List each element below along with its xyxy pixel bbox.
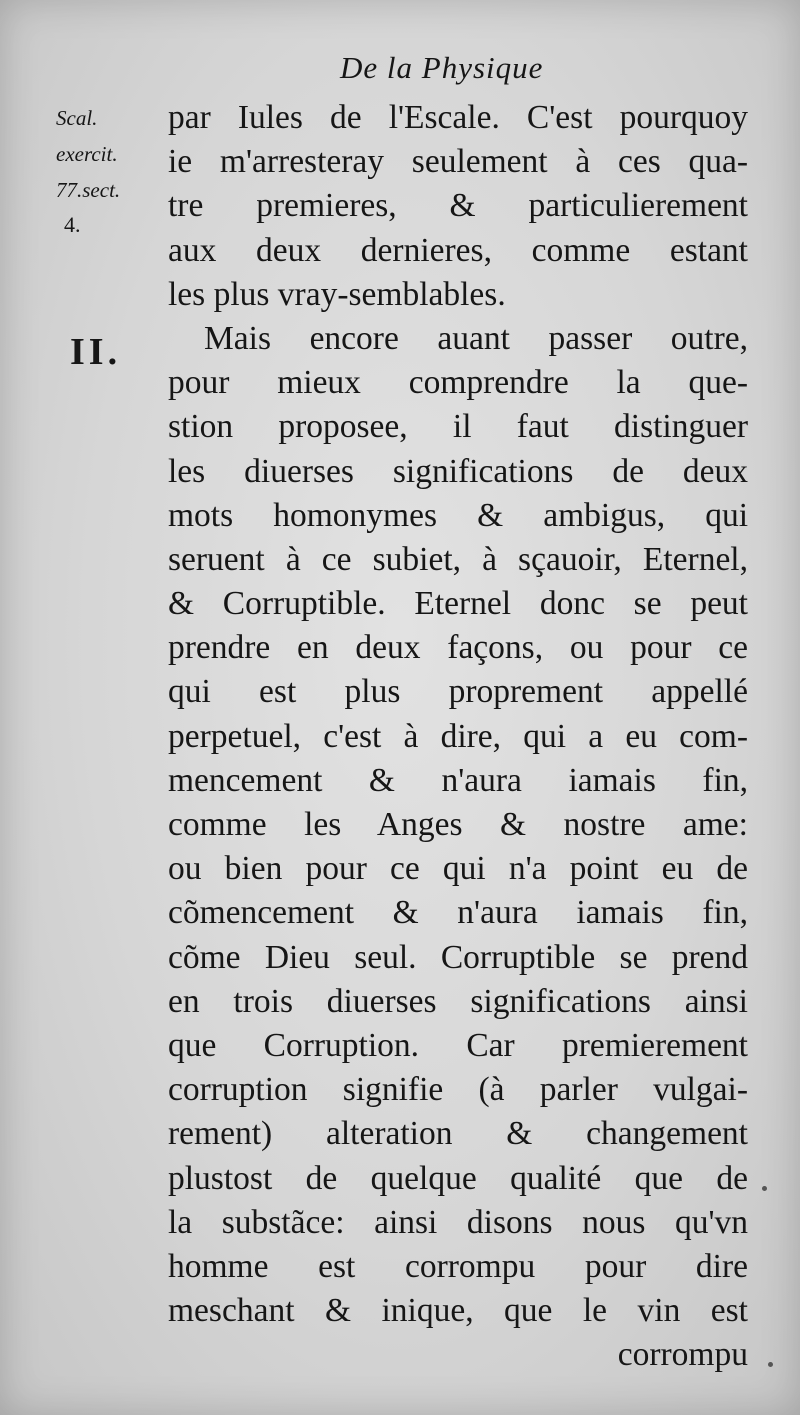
text-line: par Iules de l'Escale. C'est pourquoy — [168, 99, 748, 136]
text-line: comme les Anges & nostre ame: — [168, 806, 748, 843]
ink-speck — [762, 1186, 767, 1191]
text-line: plustost de quelque qualité que de — [168, 1159, 748, 1197]
text-line: stion proposee, il faut distinguer — [168, 408, 748, 446]
text-line: pour mieux comprendre la que- — [168, 364, 748, 402]
section-number: II. — [70, 331, 122, 373]
text-line: Mais encore auant passer outre, — [204, 319, 748, 357]
text-line: meschant & inique, que le vin est — [168, 1292, 748, 1330]
text-line: les diuerses significations de deux — [168, 452, 748, 490]
text-line: aux deux dernieres, comme estant — [168, 231, 748, 269]
ink-speck — [768, 1362, 773, 1367]
text-line: homme est corrompu pour dire — [168, 1247, 748, 1285]
text-line: rement) alteration & changement — [168, 1115, 748, 1153]
margin-note-line: exercit. — [56, 142, 118, 166]
text-line: la substãce: ainsi disons nous qu'vn — [168, 1203, 748, 1241]
text-line: corrompu — [617, 1336, 748, 1374]
text-line: qui est plus proprement appellé — [168, 673, 748, 711]
text-line: perpetuel, c'est à dire, qui a eu com- — [168, 717, 748, 755]
text-line: ou bien pour ce qui n'a point eu de — [168, 850, 748, 888]
margin-note-line: Scal. — [56, 106, 98, 130]
margin-note-line: 77.sect. — [56, 178, 121, 202]
running-header: De la Physique — [340, 50, 544, 85]
text-line: les plus vray-semblables. — [168, 275, 506, 313]
text-line: en trois diuerses significations ainsi — [168, 982, 748, 1020]
text-line: tre premieres, & particulierement — [168, 187, 748, 225]
text-line: mots homonymes & ambigus, qui — [168, 496, 748, 534]
text-line: corruption signifie (à parler vulgai- — [168, 1071, 748, 1109]
text-line: que Corruption. Car premierement — [168, 1026, 748, 1064]
margin-note-line: 4. — [64, 212, 81, 237]
text-line: seruent à ce subiet, à sçauoir, Eternel, — [168, 540, 748, 578]
text-line: mencement & n'aura iamais fin, — [168, 761, 748, 799]
text-line: cõmencement & n'aura iamais fin, — [168, 894, 748, 932]
text-line: & Corruptible. Eternel donc se peut — [168, 585, 748, 623]
text-line: ie m'arresteray seulement à ces qua- — [168, 143, 748, 181]
text-line: cõme Dieu seul. Corruptible se prend — [168, 938, 748, 976]
body-text — [168, 96, 748, 1377]
text-line: prendre en deux façons, ou pour ce — [168, 629, 748, 667]
